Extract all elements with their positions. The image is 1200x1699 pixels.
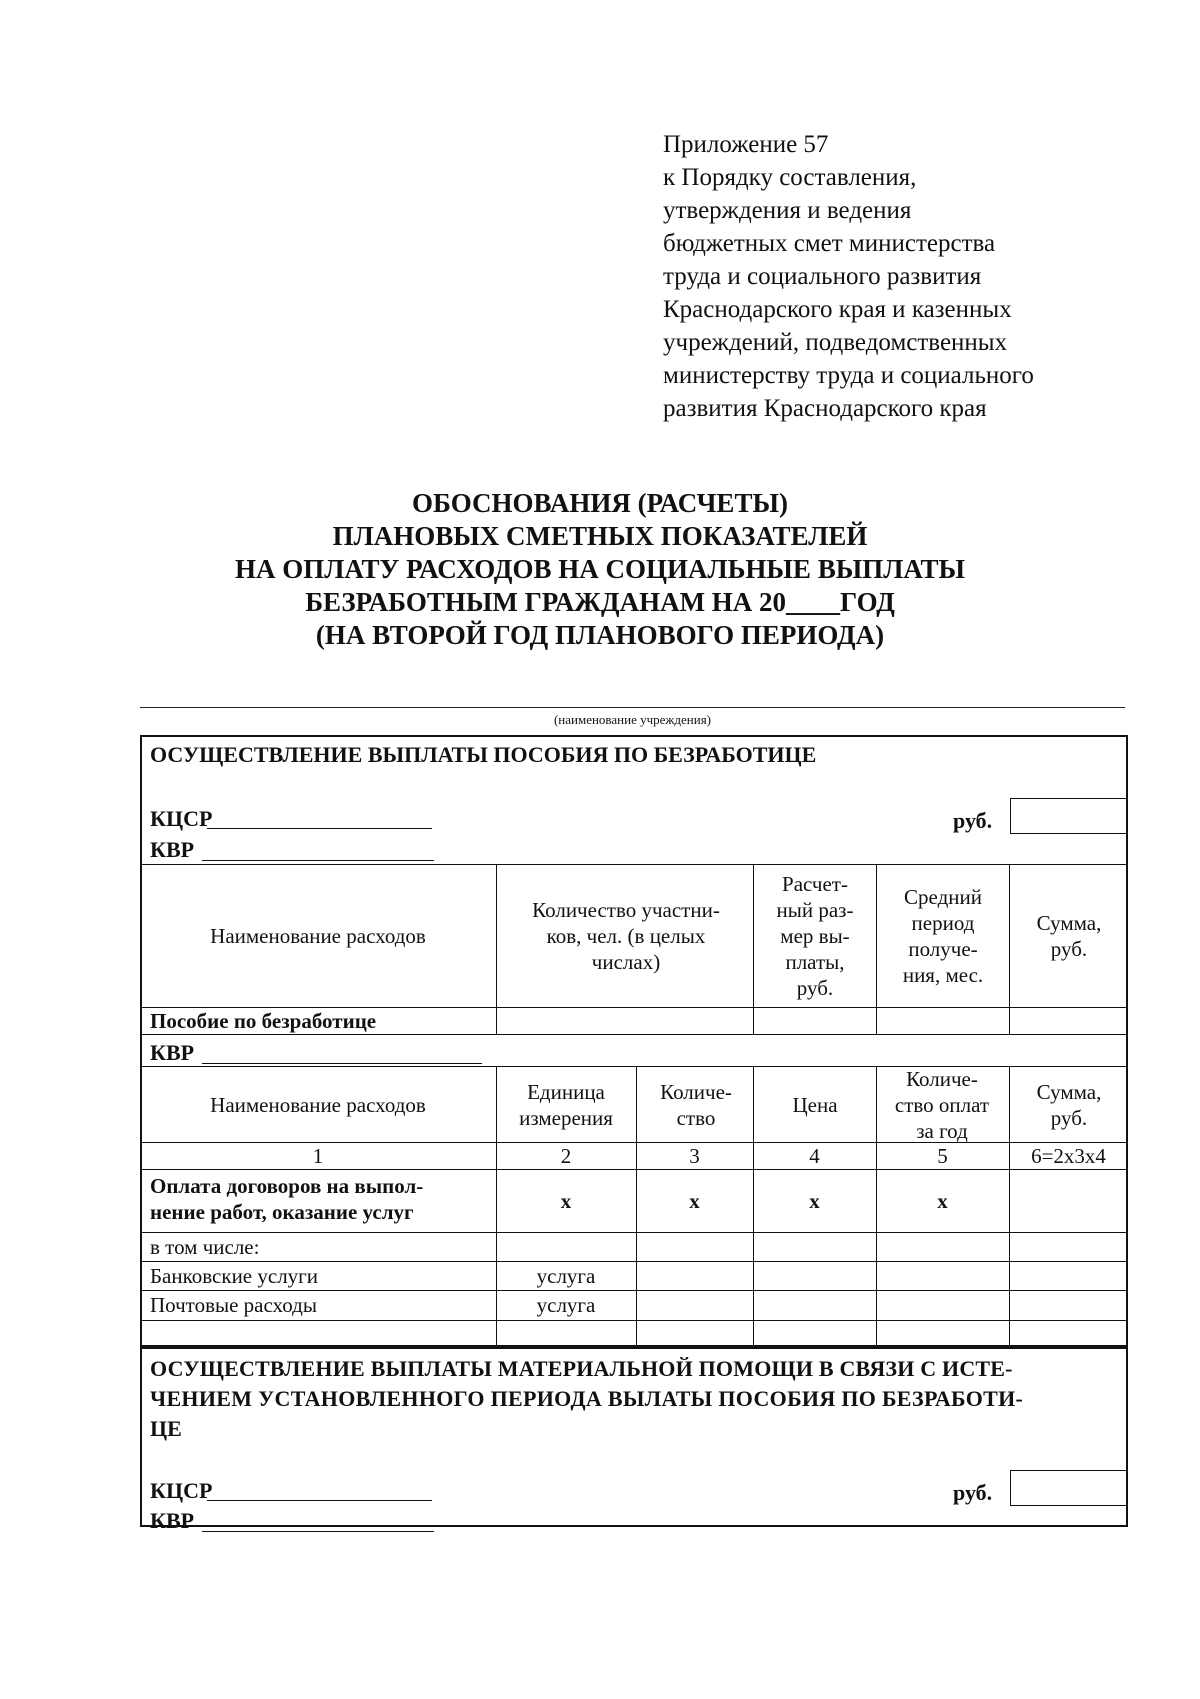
title-line: ОБОСНОВАНИЯ (РАСЧЕТЫ) — [412, 488, 788, 518]
t2-row-name: в том числе: — [150, 1235, 260, 1259]
kcsr-field[interactable] — [207, 806, 432, 829]
section1-heading: ОСУЩЕСТВЛЕНИЕ ВЫПЛАТЫ ПОСОБИЯ ПО БЕЗРАБОТИЦЕ — [150, 742, 817, 767]
rule — [140, 864, 1128, 865]
section2-heading-line: ЧЕНИЕМ УСТАНОВЛЕННОГО ПЕРИОДА ВЫЛАТЫ ПОСОБИЯ ПО БЕЗРАБОТИ- — [150, 1386, 1024, 1411]
t2-header-sum: Сумма, руб. — [1036, 1080, 1102, 1130]
t2-header-qty: Количе- ство — [660, 1080, 732, 1130]
t2-row-unit: услуга — [536, 1293, 596, 1317]
t2-num: 6=2x3x4 — [1031, 1144, 1106, 1168]
t2-num: 5 — [937, 1144, 948, 1168]
appendix-line: к Порядку составления, — [663, 164, 917, 191]
rule — [140, 1320, 1128, 1321]
t2-row-unit: услуга — [536, 1264, 596, 1288]
title-line: (НА ВТОРОЙ ГОД ПЛАНОВОГО ПЕРИОДА) — [315, 620, 885, 650]
t2-row-price: x — [809, 1189, 820, 1213]
institution-caption: (наименование учреждения) — [553, 712, 712, 727]
t2-row-name: Почтовые расходы — [150, 1293, 317, 1317]
kcsr-field-2[interactable] — [207, 1478, 432, 1501]
rule — [140, 1034, 1128, 1035]
t2-row-count: x — [937, 1189, 948, 1213]
kvr2-label: КВР — [150, 1040, 195, 1065]
rule — [140, 1232, 1128, 1233]
row-name-line: Оплата договоров на выпол- — [150, 1174, 424, 1198]
t2-num: 3 — [689, 1144, 700, 1168]
rule — [496, 864, 497, 1034]
kvr2-field[interactable] — [202, 1041, 482, 1064]
section2-heading-line: ЦЕ — [150, 1416, 182, 1441]
t2-header-count: Количе- ство оплат за год — [894, 1067, 990, 1143]
t1-header-rate: Расчет- ный раз- мер вы- платы, руб. — [776, 872, 854, 1000]
title-line: НА ОПЛАТУ РАСХОДОВ НА СОЦИАЛЬНЫЕ ВЫПЛАТЫ — [235, 554, 965, 584]
appendix-line: бюджетных смет министерства — [663, 230, 996, 257]
t2-header-price: Цена — [792, 1093, 838, 1117]
kvr-label-2: КВР — [150, 1508, 195, 1533]
t2-row-unit: x — [560, 1189, 572, 1213]
t1-header-name: Наименование расходов — [210, 924, 426, 948]
appendix-line: утверждения и ведения — [663, 197, 912, 224]
t2-num: 1 — [312, 1144, 324, 1168]
rule — [753, 864, 754, 1034]
kcsr-label: КЦСР — [150, 806, 213, 831]
kvr-field[interactable] — [202, 838, 434, 861]
kcsr-label-2: КЦСР — [150, 1478, 213, 1503]
section2-heading-line: ОСУЩЕСТВЛЕНИЕ ВЫПЛАТЫ МАТЕРИАЛЬНОЙ ПОМОЩИ В СВЯЗИ С ИСТЕ- — [150, 1356, 1013, 1381]
title-line: БЕЗРАБОТНЫМ ГРАЖДАНАМ НА 20____ГОД — [305, 587, 895, 617]
t1-header-period: Средний период получе- ния, мес. — [902, 885, 984, 987]
appendix-block — [663, 128, 1133, 425]
appendix-line: Краснодарского края и казенных — [663, 296, 1012, 323]
t2-header-unit: Единица измерения — [519, 1080, 613, 1130]
t2-row-name: Банковские услуги — [150, 1264, 319, 1288]
appendix-line: учреждений, подведомственных — [663, 329, 1008, 356]
t1-header-sum: Сумма, руб. — [1036, 911, 1102, 961]
rule — [876, 864, 877, 1034]
t2-row-qty: x — [689, 1189, 700, 1213]
rule — [1009, 864, 1010, 1034]
appendix-line: Приложение 57 — [663, 131, 829, 158]
t2-num: 2 — [560, 1144, 572, 1168]
t1-header-count: Количество участни- ков, чел. (в целых числах) — [532, 898, 720, 974]
t1-row-label: Пособие по безработице — [150, 1009, 377, 1033]
rule — [1009, 1066, 1010, 1347]
t2-row-name — [150, 1173, 490, 1225]
rub-label-2: руб. — [953, 1480, 993, 1505]
t2-header-name: Наименование расходов — [210, 1093, 426, 1117]
rule — [140, 1007, 1128, 1008]
title-line: ПЛАНОВЫХ СМЕТНЫХ ПОКАЗАТЕЛЕЙ — [332, 521, 868, 551]
appendix-line: министерству труда и социального — [663, 362, 1034, 389]
rub-amount-box[interactable] — [1010, 798, 1128, 834]
rub-amount-box-2[interactable] — [1010, 1470, 1128, 1506]
appendix-line: развития Краснодарского края — [663, 395, 987, 422]
kvr-field-2[interactable] — [202, 1509, 434, 1532]
institution-line[interactable] — [140, 707, 1125, 708]
appendix-line: труда и социального развития — [663, 263, 982, 290]
rub-label: руб. — [953, 808, 993, 833]
document-title — [80, 487, 1120, 652]
kvr-label: КВР — [150, 837, 195, 862]
t2-num: 4 — [809, 1144, 820, 1168]
row-name-line: нение работ, оказание услуг — [150, 1200, 414, 1224]
